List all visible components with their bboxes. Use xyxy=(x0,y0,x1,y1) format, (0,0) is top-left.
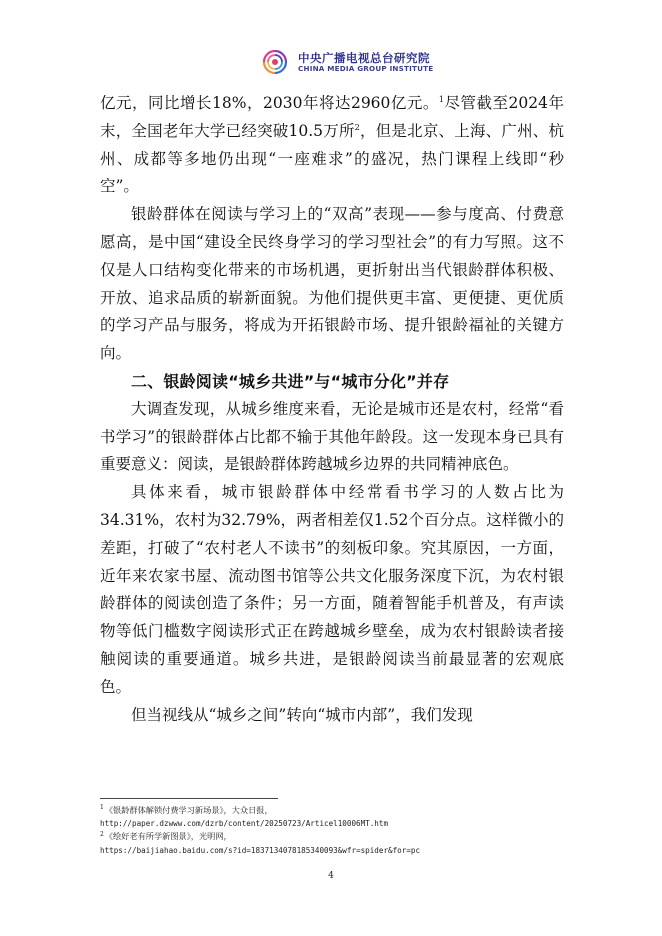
paragraph-city-internal: 但当视线从“城乡之间”转向“城市内部”，我们发现 xyxy=(131,705,473,724)
footnote-2-url[interactable]: https://baijiahao.baidu.com/s?id=1837134078185340093&wfr=spider&for=pc xyxy=(100,845,421,855)
page-header xyxy=(0,47,662,77)
footnote-1-number: 1 xyxy=(100,804,104,812)
body-text xyxy=(100,90,564,729)
footnote-ref-1[interactable]: 1 xyxy=(438,94,445,104)
paragraph-survey-finding: 大调查发现，从城乡维度来看，无论是城市还是农村，经常“看书学习”的银龄群体占比都不输于其他年龄段。这一发现本身已具有重要意义：阅读，是银龄群体跨越城乡边界的共同精神底色。 xyxy=(100,399,564,474)
org-name-cn: 中央广播电视总台研究院 xyxy=(298,51,430,65)
paragraph-double-high: 银龄群体在阅读与学习上的“双高”表现——参与度高、付费意愿高，是中国“建设全民终身学习的学习型社会”的有力写照。这不仅是人口结构变化带来的市场机遇，更折射出当代银龄群体积极、开放、追求品质的崭新面貌。为他们提供更丰富、更便捷、更优质的学习产品与服务，将成为开拓银龄市场、提升银龄福祉的关键方向。 xyxy=(100,205,564,363)
paragraph-urban-rural-stats: 具体来看，城市银龄群体中经常看书学习的人数占比为34.31%，农村为32.79%，两者相差仅1.52个百分点。这样微小的差距，打破了“农村老人不读书”的刻板印象。究其原因，一方面，近年来农家书屋、流动图书馆等公共文化服务深度下沉，为农村银龄群体的阅读创造了条件；另一方面，随着智能手机普及，有声读物等低门槛数字阅读形式正在跨越城乡壁垒，成为农村银龄读者接触阅读的重要通道。城乡共进，是银龄阅读当前最显著的宏观底色。 xyxy=(100,483,564,696)
footnote-1-text: $^1$《银龄群体解锁付费学习新场景》，大众日报， xyxy=(100,804,273,815)
footnote-ref-2[interactable]: 2 xyxy=(354,122,360,132)
paragraph-text-segment: 亿元，同比增长18%，2030年将达2960亿元。 xyxy=(100,94,439,112)
footnote-1-url[interactable]: http://paper.dzwww.com/dzrb/content/20250723/Articel10006MT.htm xyxy=(100,819,389,829)
footnote-2-number: 2 xyxy=(100,830,104,838)
paragraph-text-segment: ，但是北京、上海、广州、杭州、成都等多地仍出现“一座难求”的盛况，热门课程上线即“秒空”。 xyxy=(100,121,564,196)
cmg-institute-logo-icon xyxy=(258,47,292,77)
page-number: 4 xyxy=(328,871,334,881)
footnote-divider xyxy=(100,798,278,799)
org-name-en: CHINA MEDIA GROUP INSTITUTE xyxy=(298,64,434,73)
footnotes xyxy=(100,804,570,857)
section-heading: 二、银龄阅读“城乡共进”与“城市分化”并存 xyxy=(131,371,450,391)
paragraph-continued xyxy=(100,90,564,201)
paragraph-text-segment: 尽管截至2024年末，全国老年大学已经突破10.5万所 xyxy=(100,94,564,140)
footnote-2-text: $^2$《绘好老有所学新图景》，光明网， xyxy=(100,830,232,842)
